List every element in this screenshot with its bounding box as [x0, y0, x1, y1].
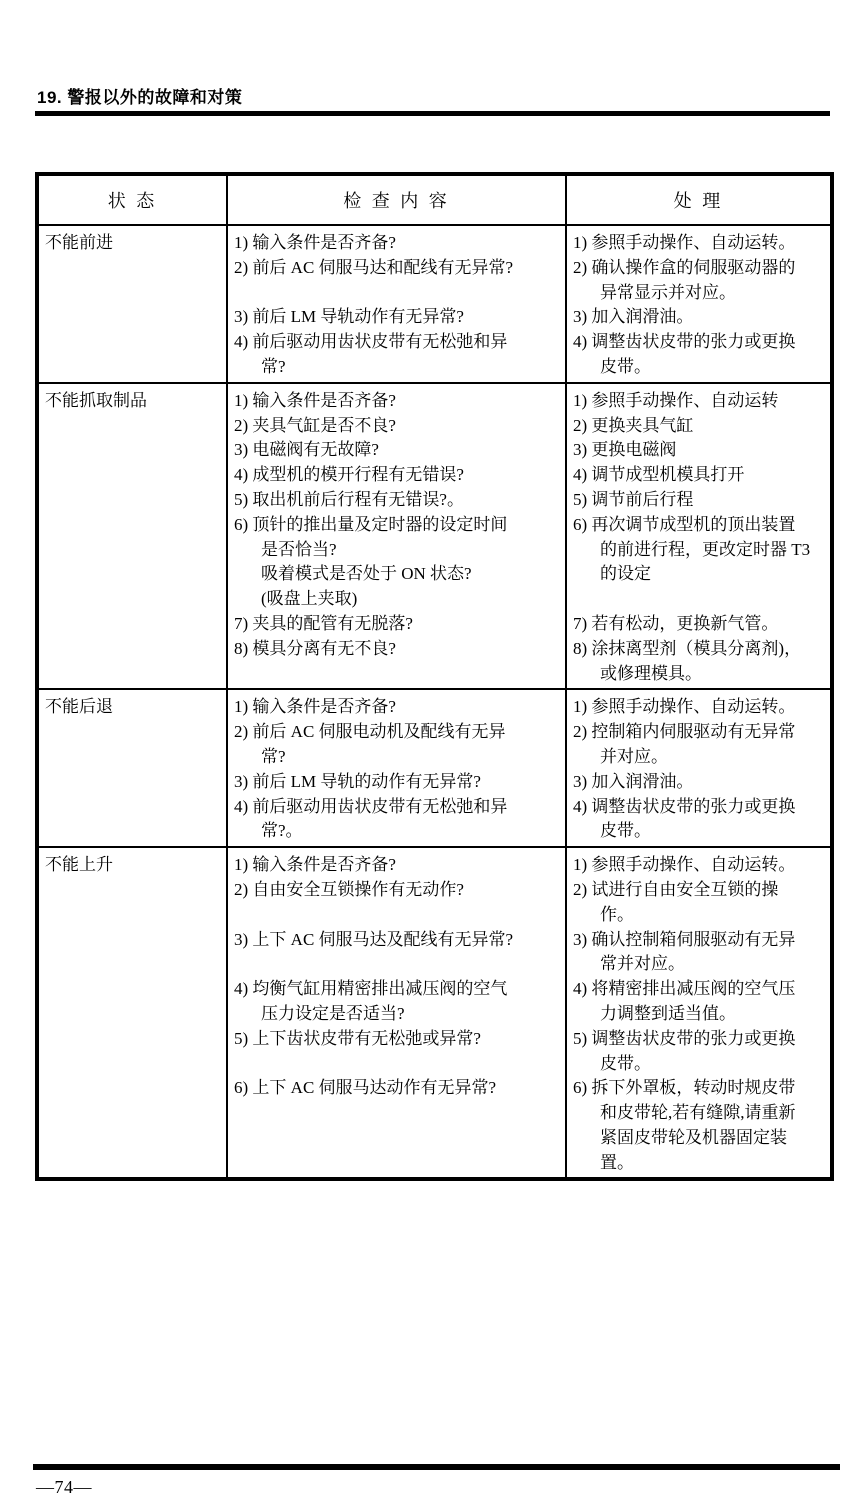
check-line: 2) 前后 AC 伺服电动机及配线有无异: [234, 722, 506, 742]
action-line: 力调整到适当值。: [600, 1003, 736, 1023]
header-status: 状 态: [37, 174, 227, 225]
check-line: 3) 上下 AC 伺服马达及配线有无异常?: [234, 929, 514, 949]
action-line: 8) 涂抹离型剂（模具分离剂)，: [573, 638, 802, 658]
action-line: 7) 若有松动，更换新气管。: [573, 613, 779, 633]
action-line: 5) 调节前后行程: [573, 489, 694, 509]
action-line: 皮带。: [600, 1053, 651, 1073]
check-line: 2) 自由安全互锁操作有无动作?: [234, 879, 464, 899]
check-line: 1) 输入条件是否齐备?: [234, 390, 396, 410]
action-line: 的设定: [600, 564, 651, 584]
check-line: 1) 输入条件是否齐备?: [234, 855, 396, 875]
check-line: 2) 夹具气缸是否不良?: [234, 415, 396, 435]
action-line: 4) 调整齿状皮带的张力或更换: [573, 796, 796, 816]
action-line: 2) 试进行自由安全互锁的操: [573, 879, 779, 899]
action-line: 2) 控制箱内伺服驱动有无异常: [573, 722, 796, 742]
check-line: 吸着模式是否处于 ON 状态?: [261, 564, 472, 584]
action-cell: [566, 225, 832, 383]
table-row: [37, 383, 832, 690]
table-head: [37, 174, 832, 225]
action-line: 常并对应。: [600, 954, 685, 974]
action-line: 皮带。: [600, 356, 651, 376]
header-rule: [35, 111, 830, 116]
check-line: 3) 电磁阀有无故障?: [234, 440, 379, 460]
action-line: 皮带。: [600, 821, 651, 841]
action-line: 3) 更换电磁阀: [573, 440, 677, 460]
action-cell: [566, 383, 832, 690]
action-line: 4) 调整齿状皮带的张力或更换: [573, 332, 796, 352]
table-row: [37, 847, 832, 1179]
check-line: [234, 1052, 563, 1077]
check-line: 3) 前后 LM 导轨动作有无异常?: [234, 307, 464, 327]
check-cell: [227, 847, 566, 1179]
action-line: 4) 调节成型机模具打开: [573, 465, 745, 485]
action-line: 置。: [600, 1152, 634, 1172]
action-line: 3) 加入润滑油。: [573, 307, 694, 327]
check-cell: [227, 689, 566, 847]
action-cell: [566, 847, 832, 1179]
status-text: 不能抓取制品: [45, 390, 147, 410]
action-line: 5) 调整齿状皮带的张力或更换: [573, 1028, 796, 1048]
check-line: 5) 上下齿状皮带有无松弛或异常?: [234, 1028, 481, 1048]
action-line: [573, 587, 828, 612]
action-line: 2) 确认操作盒的伺服驱动器的: [573, 257, 796, 277]
check-line: 常?。: [261, 821, 303, 841]
check-line: 6) 顶针的推出量及定时器的设定时间: [234, 514, 508, 534]
check-line: 4) 前后驱动用齿状皮带有无松弛和异: [234, 796, 508, 816]
action-line: 1) 参照手动操作、自动运转。: [573, 855, 796, 875]
check-line: 常?: [261, 746, 286, 766]
action-line: 4) 将精密排出减压阀的空气压: [573, 979, 796, 999]
check-line: [234, 903, 563, 928]
action-line: 作。: [600, 904, 634, 924]
check-line: 7) 夹具的配管有无脱落?: [234, 613, 413, 633]
status-text: 不能后退: [45, 697, 113, 717]
check-line: 2) 前后 AC 伺服马达和配线有无异常?: [234, 257, 514, 277]
action-cell: [566, 689, 832, 847]
troubleshooting-table: [35, 172, 834, 1181]
action-line: 2) 更换夹具气缸: [573, 415, 694, 435]
check-line: 5) 取出机前后行程有无错误?。: [234, 489, 464, 509]
check-line: 压力设定是否适当?: [261, 1003, 405, 1023]
page-number: —74—: [36, 1477, 92, 1497]
check-line: 1) 输入条件是否齐备?: [234, 697, 396, 717]
section-title: 19. 警报以外的故障和对策: [37, 88, 243, 107]
status-cell: [37, 689, 227, 847]
status-cell: [37, 383, 227, 690]
check-line: 4) 前后驱动用齿状皮带有无松弛和异: [234, 332, 508, 352]
check-line: 常?: [261, 356, 286, 376]
action-line: 并对应。: [600, 746, 668, 766]
action-line: 或修理模具。: [600, 663, 702, 683]
check-line: 是否恰当?: [261, 539, 337, 559]
check-line: [234, 281, 563, 306]
status-text: 不能上升: [45, 855, 113, 875]
check-line: 4) 成型机的模开行程有无错误?: [234, 465, 464, 485]
table-row: [37, 689, 832, 847]
check-line: 3) 前后 LM 导轨的动作有无异常?: [234, 771, 481, 791]
status-cell: [37, 225, 227, 383]
check-line: 8) 模具分离有无不良?: [234, 638, 396, 658]
footer-rule: [33, 1464, 840, 1470]
action-line: 和皮带轮,若有缝隙,请重新: [600, 1103, 796, 1123]
table-body: [37, 225, 832, 1179]
table-row: [37, 225, 832, 383]
action-line: 3) 加入润滑油。: [573, 771, 694, 791]
check-line: [234, 952, 563, 977]
action-line: 异常显示并对应。: [600, 282, 736, 302]
check-cell: [227, 225, 566, 383]
action-line: 3) 确认控制箱伺服驱动有无异: [573, 929, 796, 949]
check-line: 1) 输入条件是否齐备?: [234, 233, 396, 252]
status-cell: [37, 847, 227, 1179]
action-line: 的前进行程，更改定时器 T3: [600, 539, 811, 559]
action-line: 1) 参照手动操作、自动运转。: [573, 697, 796, 717]
action-line: 1) 参照手动操作、自动运转: [573, 390, 779, 410]
header-action: 处 理: [566, 174, 832, 225]
check-line: 4) 均衡气缸用精密排出减压阀的空气: [234, 979, 508, 999]
header-check-content: 检 查 内 容: [227, 174, 566, 225]
status-text: 不能前进: [45, 233, 113, 252]
table-header-row: [37, 174, 832, 225]
action-line: 6) 拆下外罩板，转动时规皮带: [573, 1078, 796, 1098]
action-line: 紧固皮带轮及机器固定装: [600, 1127, 787, 1147]
check-line: (吸盘上夹取): [261, 589, 358, 609]
check-line: 6) 上下 AC 伺服马达动作有无异常?: [234, 1078, 497, 1098]
check-cell: [227, 383, 566, 690]
action-line: 1) 参照手动操作、自动运转。: [573, 233, 796, 252]
action-line: 6) 再次调节成型机的顶出装置: [573, 514, 796, 534]
